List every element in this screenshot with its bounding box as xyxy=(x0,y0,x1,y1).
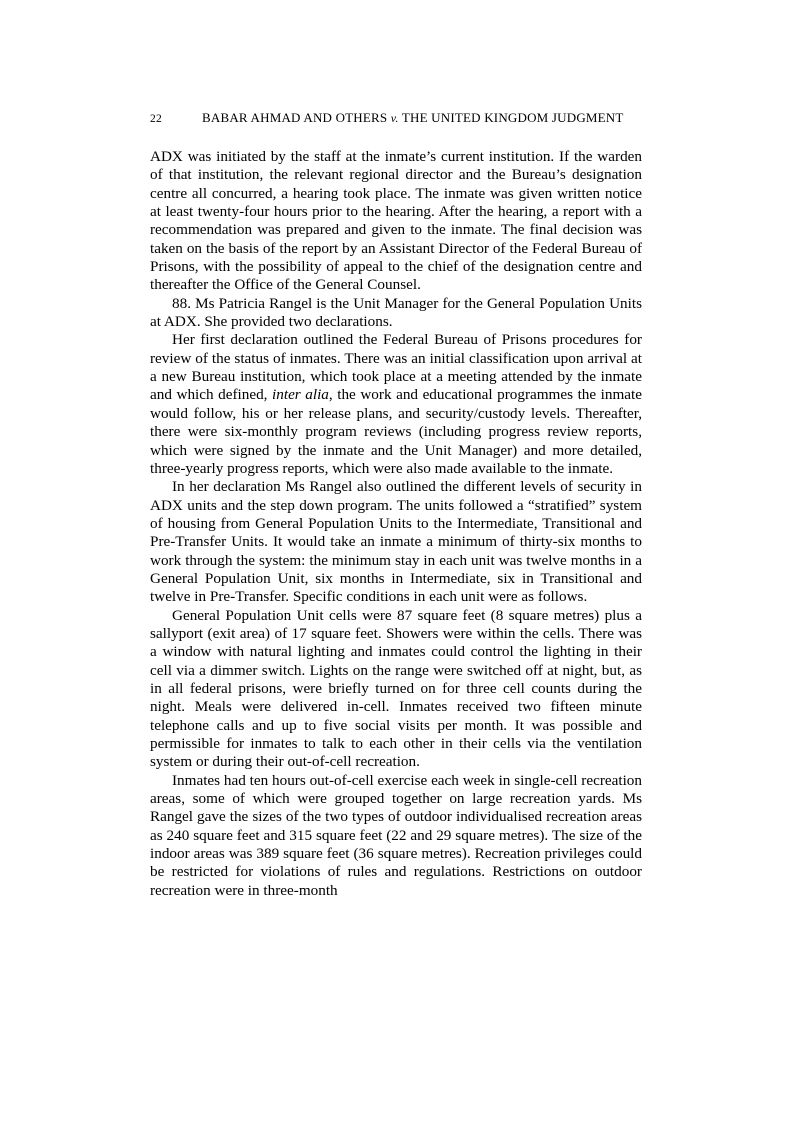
paragraph-3 xyxy=(150,331,642,478)
paragraph-5: General Population Unit cells were 87 square feet (8 square metres) plus a sallyport (exit area) of 17 square feet. Showers were within the cells. There was a window with natural lighting and inmates could control the lighting in their cell via a dimmer switch. Lights on the range were switched off at night, but, as in all federal prisons, were briefly turned on for three cell counts during the night. Meals were delivered in-cell. Inmates received two fifteen minute telephone calls and up to five social visits per month. It was possible and permissible for inmates to talk to each other in their cells via the ventilation system or during their out-of-cell recreation. xyxy=(150,606,642,771)
paragraph-88: 88. Ms Patricia Rangel is the Unit Manager for the General Population Units at ADX. She provided two declarations. xyxy=(150,294,642,331)
running-title xyxy=(202,110,624,125)
paragraph-3-part-b: , the work and educational programmes the inmate would follow, his or her release plans, and security/custody levels. Thereafter, there were six-monthly program reviews (including progress review reports, which were signed by the inmate and the Unit Manager) and more detailed, three-yearly progress reports, which were also made available to the inmate. xyxy=(150,386,642,477)
paragraph-3-italic: inter alia xyxy=(272,386,329,404)
page-header xyxy=(150,110,644,126)
paragraph-1: ADX was initiated by the staff at the inmate’s current institution. If the warden of that institution, the relevant regional director and the Bureau’s designation centre all concurred, a hearing took place. The inmate was given written notice at least twenty-four hours prior to the hearing. After the hearing, a report with a recommendation was prepared and given to the inmate. The final decision was taken on the basis of the report by an Assistant Director of the Federal Bureau of Prisons, with the possibility of appeal to the chief of the designation centre and thereafter the Office of the General Counsel. xyxy=(150,148,642,294)
page-number: 22 xyxy=(150,113,162,125)
body-text xyxy=(150,148,642,900)
running-title-start: BABAR AHMAD AND OTHERS xyxy=(202,110,388,125)
running-title-end: THE UNITED KINGDOM JUDGMENT xyxy=(401,110,624,125)
paragraph-3-part-a: Her first declaration outlined the Federal Bureau of Prisons procedures for review of the status of inmates. There was an initial classification upon arrival at a new Bureau institution, which took place at a meeting attended by the inmate and which defined, xyxy=(150,331,642,404)
paragraph-4: In her declaration Ms Rangel also outlined the different levels of security in ADX units and the step down program. The units followed a “stratified” system of housing from General Population Units to the Intermediate, Transitional and Pre-Transfer Units. It would take an inmate a minimum of thirty-six months to work through the system: the minimum stay in each unit was twelve months in a General Population Unit, six months in Intermediate, six in Transitional and twelve in Pre-Transfer. Specific conditions in each unit were as follows. xyxy=(150,478,642,606)
paragraph-6: Inmates had ten hours out-of-cell exercise each week in single-cell recreation areas, some of which were grouped together on large recreation yards. Ms Rangel gave the sizes of the two types of outdoor individualised recreation areas as 240 square feet and 315 square feet (22 and 29 square metres). The size of the indoor areas was 389 square feet (36 square metres). Recreation privileges could be restricted for violations of rules and regulations. Restrictions on outdoor recreation were in three-month xyxy=(150,771,642,899)
running-title-versus: v. xyxy=(390,111,399,125)
